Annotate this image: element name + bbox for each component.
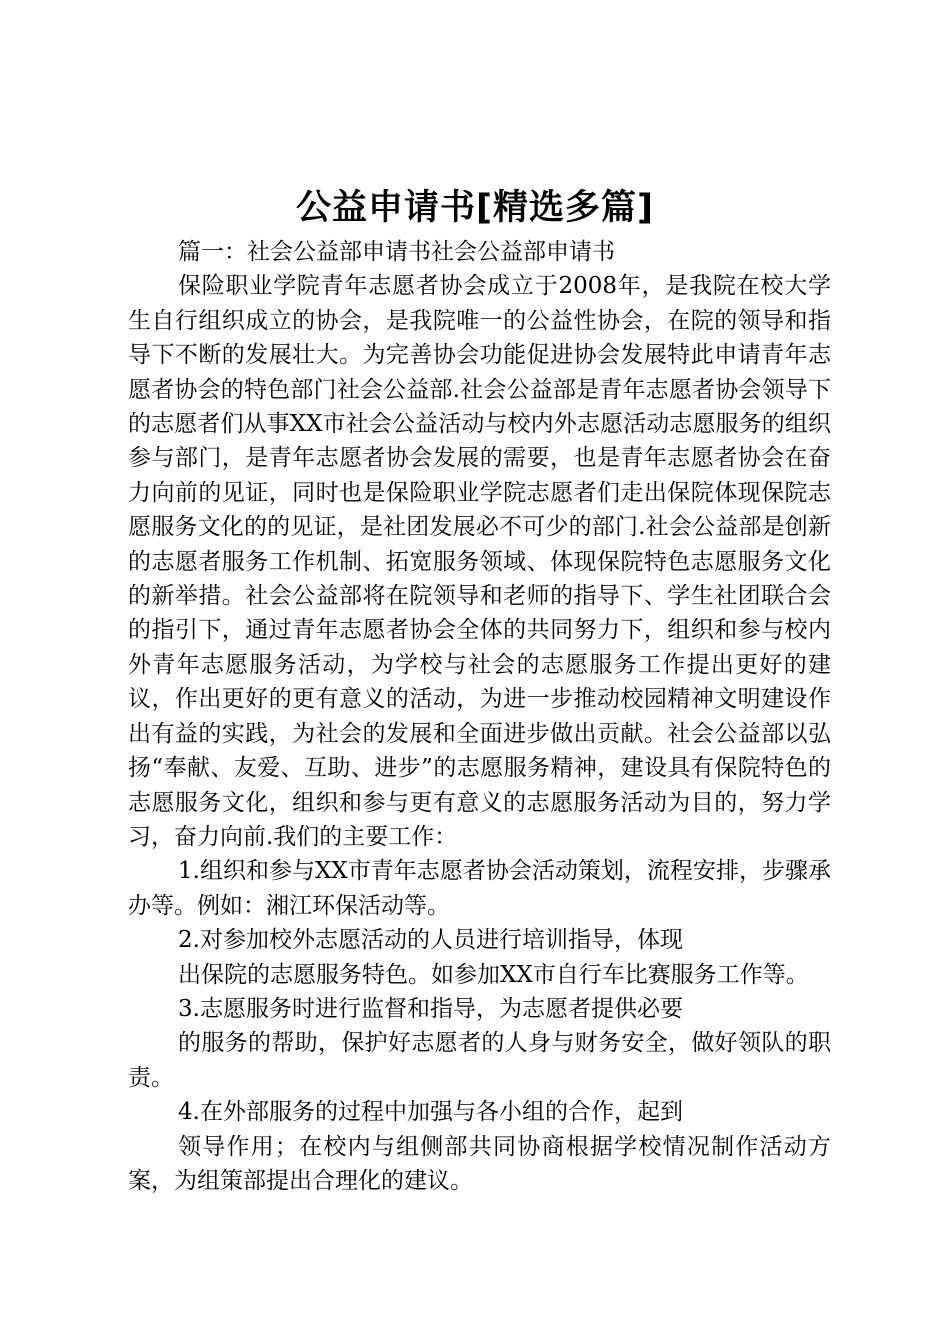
- list-item-1: 1.组织和参与XX市青年志愿者协会活动策划，流程安排，步骤承办等。例如：湘江环保活动等。: [128, 858, 831, 919]
- list-item-3: 3.志愿服务时进行监督和指导，为志愿者提供必要: [178, 995, 683, 1022]
- document-body: [128, 235, 831, 1198]
- list-item-3-continued: 的服务的帮助，保护好志愿者的人身与财务安全，做好领队的职责。: [128, 1030, 831, 1091]
- section-heading: 篇一：社会公益部申请书社会公益部申请书: [178, 239, 615, 265]
- document-title: 公益申请书[精选多篇]: [296, 188, 654, 228]
- list-item-4-continued: 领导作用；在校内与组侧部共同协商根据学校情况制作活动方案，为组策部提出合理化的建议。: [128, 1133, 831, 1194]
- list-item-2-continued: 出保院的志愿服务特色。如参加XX市自行车比赛服务工作等。: [178, 961, 809, 988]
- list-item-2: 2.对参加校外志愿活动的人员进行培训指导，体现: [178, 927, 683, 954]
- list-item-4: 4.在外部服务的过程中加强与各小组的合作，起到: [178, 1099, 683, 1126]
- paragraph-intro: 保险职业学院青年志愿者协会成立于2008年，是我院在校大学生自行组织成立的协会，是我院唯一的公益性协会，在院的领导和指导下不断的发展壮大。为完善协会功能促进协会发展特此申请青年志愿者协会的特色部门社会公益部.社会公益部是青年志愿者协会领导下的志愿者们从事XX市社会公益活动与校内外志愿活动志愿服务的组织参与部门，是青年志愿者协会发展的需要，也是青年志愿者协会在奋力向前的见证，同时也是保险职业学院志愿者们走出保院体现保院志愿服务文化的的见证，是社团发展必不可少的部门.社会公益部是创新的志愿者服务工作机制、拓宽服务领域、体现保院特色志愿服务文化的新举措。社会公益部将在院领导和老师的指导下、学生社团联合会的指引下，通过青年志愿者协会全体的共同努力下，组织和参与校内外青年志愿服务活动，为学校与社会的志愿服务工作提出更好的建议，作出更好的更有意义的活动，为进一步推动校园精神文明建设作出有益的实践，为社会的发展和全面进步做出贡献。社会公益部以弘扬“奉献、友爱、互助、进步”的志愿服务精神，建设具有保院特色的志愿服务文化，组织和参与更有意义的志愿服务活动为目的，努力学习，奋力向前.我们的主要工作：: [128, 273, 831, 850]
